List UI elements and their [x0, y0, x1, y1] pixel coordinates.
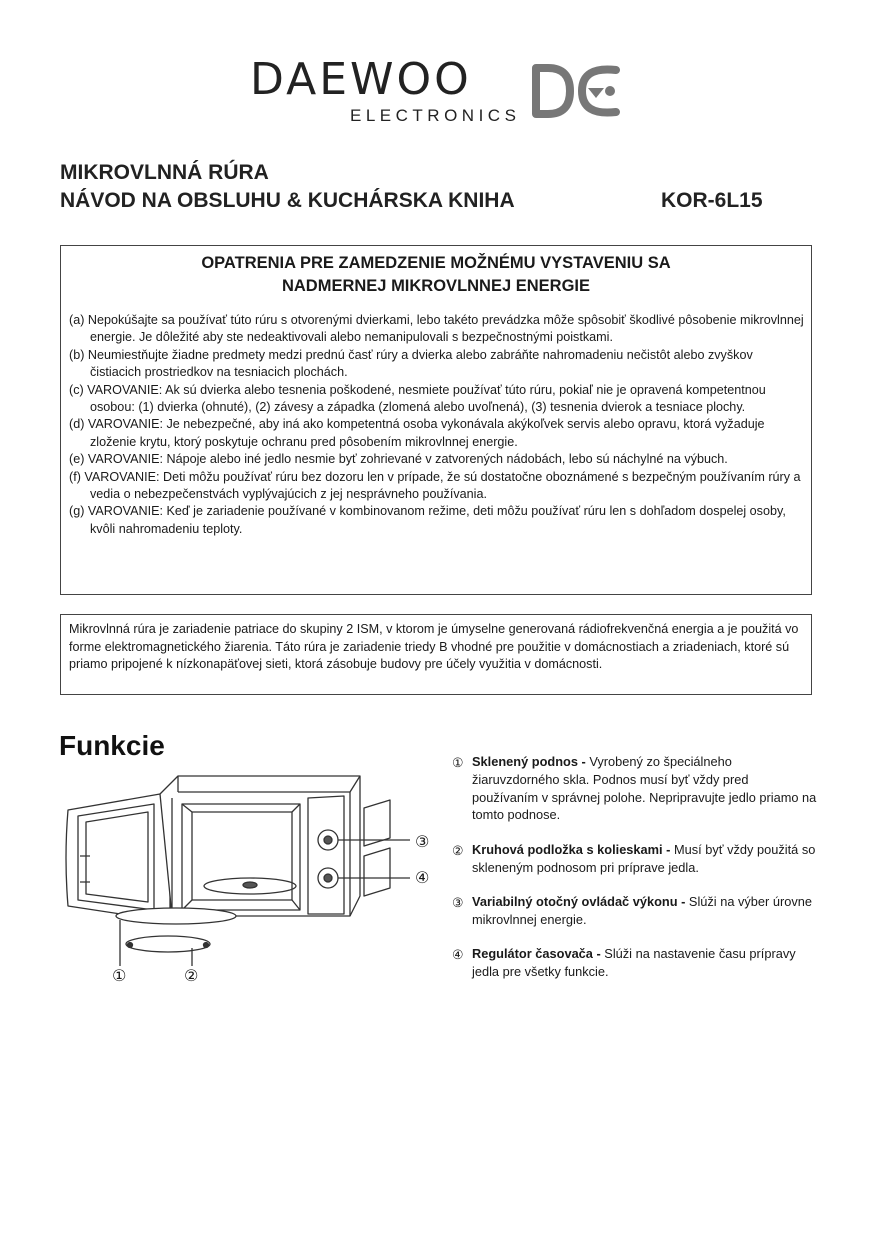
- brand-name: DAEWOO: [250, 54, 472, 105]
- brand-logo: [250, 54, 630, 128]
- precautions-box: [60, 245, 812, 595]
- precautions-heading-line1: OPATRENIA PRE ZAMEDZENIE MOŽNÉMU VYSTAVENIU SA: [201, 254, 671, 272]
- item-number: ③: [452, 895, 464, 910]
- model-number: KOR-6L15: [661, 189, 763, 212]
- document-subtitle: NÁVOD NA OBSLUHU & KUCHÁRSKA KNIHA: [60, 189, 515, 212]
- precaution-item: (a) Nepokúšajte sa používať túto rúru s otvorenými dvierkami, lebo takéto prevádzka môže spôsobiť škodlivé pôsobenie mikrovlnnej energie. Je dôležité aby ste nedeaktivovali alebo nemanipulovali s bezpečnostnými poistkami.: [69, 313, 804, 345]
- function-item: [452, 753, 817, 824]
- item-description: Slúži na výber úrovne mikrovlnnej energie.: [472, 894, 812, 927]
- document-title: MIKROVLNNÁ RÚRA: [60, 161, 269, 184]
- microwave-illustration: [60, 768, 440, 988]
- item-description: Musí byť vždy použitá so skleneným podnosom pri príprave jedla.: [472, 842, 816, 875]
- callout-1: ①: [112, 968, 127, 985]
- function-item: [452, 841, 817, 877]
- callout-4: ④: [415, 870, 430, 887]
- precautions-list: [69, 312, 805, 538]
- function-item: [452, 945, 817, 981]
- precaution-item: (g) VAROVANIE: Keď je zariadenie používané v kombinovanom režime, deti môžu používať rúru len s dohľadom dospelej osoby, kvôli nahromadeniu teploty.: [69, 504, 786, 536]
- ism-notice-box: Mikrovlnná rúra je zariadenie patriace do skupiny 2 ISM, v ktorom je úmyselne generovaná rádiofrekvenčná energia a je použitá vo forme elektromagnetického žiarenia. Táto rúra je zariadenie triedy B vhodné pre použitie v domácnostiach a zriadeniach, ktoré sú priamo pripojené k nízkonapäťovej sieti, ktorá zásobuje budovy pre účely využitia v domácnosti.: [60, 614, 812, 695]
- callout-2: ②: [184, 968, 199, 985]
- precaution-item: (c) VAROVANIE: Ak sú dvierka alebo tesnenia poškodené, nesmiete používať túto rúru, pokiaľ nie je opravená kompetentnou osobou: (1) dvierka (ohnuté), (2) závesy a západka (zlomená alebo uvoľnená), (3) tesnenia dvierok a tesniace plochy.: [69, 382, 766, 415]
- precaution-item: (d) VAROVANIE: Je nebezpečné, aby iná ako kompetentná osoba vykonávala akýkoľvek servis alebo opravu, ktorá vyžaduje zloženie krytu, ktorý poskytuje ochranu pred pôsobením mikrovlnnej energie.: [69, 417, 765, 449]
- item-name: Kruhová podložka s kolieskami -: [472, 842, 671, 857]
- brand-subtitle: ELECTRONICS: [350, 106, 521, 125]
- function-item: [452, 893, 817, 929]
- precaution-item: (b) Neumiestňujte žiadne predmety medzi prednú časť rúry a dvierka alebo zabráňte nahromadeniu nečistôt alebo zvyškov čistiacich prostriedkov na tesniacich plochách.: [69, 347, 753, 380]
- item-description: Vyrobený zo špeciálneho žiaruvzdorného skla. Podnos musí byť vždy pred používaním v správnej polohe. Nepripravujte jedlo priamo na tomto podnose.: [472, 754, 817, 823]
- item-name: Regulátor časovača -: [472, 946, 601, 961]
- item-number: ④: [452, 947, 464, 962]
- item-number: ①: [452, 755, 464, 770]
- item-name: Sklenený podnos -: [472, 754, 586, 769]
- precaution-item: (f) VAROVANIE: Deti môžu používať rúru bez dozoru len v prípade, že sú dostatočne oboznámené s bezpečným používaním rúry a vedia o nebezpečenstvách vyplývajúcich z jej nesprávneho používania.: [69, 469, 801, 502]
- item-description: Slúži na nastavenie času prípravy jedla pre všetky funkcie.: [472, 946, 796, 979]
- item-name: Variabilný otočný ovládač výkonu -: [472, 894, 686, 909]
- daewoo-logo-icon: [530, 62, 625, 120]
- precautions-heading-line2: NADMERNEJ MIKROVLNNEJ ENERGIE: [281, 277, 591, 295]
- callout-3: ③: [415, 834, 430, 851]
- functions-heading: Funkcie: [59, 730, 165, 761]
- precaution-item: (e) VAROVANIE: Nápoje alebo iné jedlo nesmie byť zohrievané v zatvorených nádobách, lebo sú náchylné na výbuch.: [69, 452, 728, 467]
- item-number: ②: [452, 843, 464, 858]
